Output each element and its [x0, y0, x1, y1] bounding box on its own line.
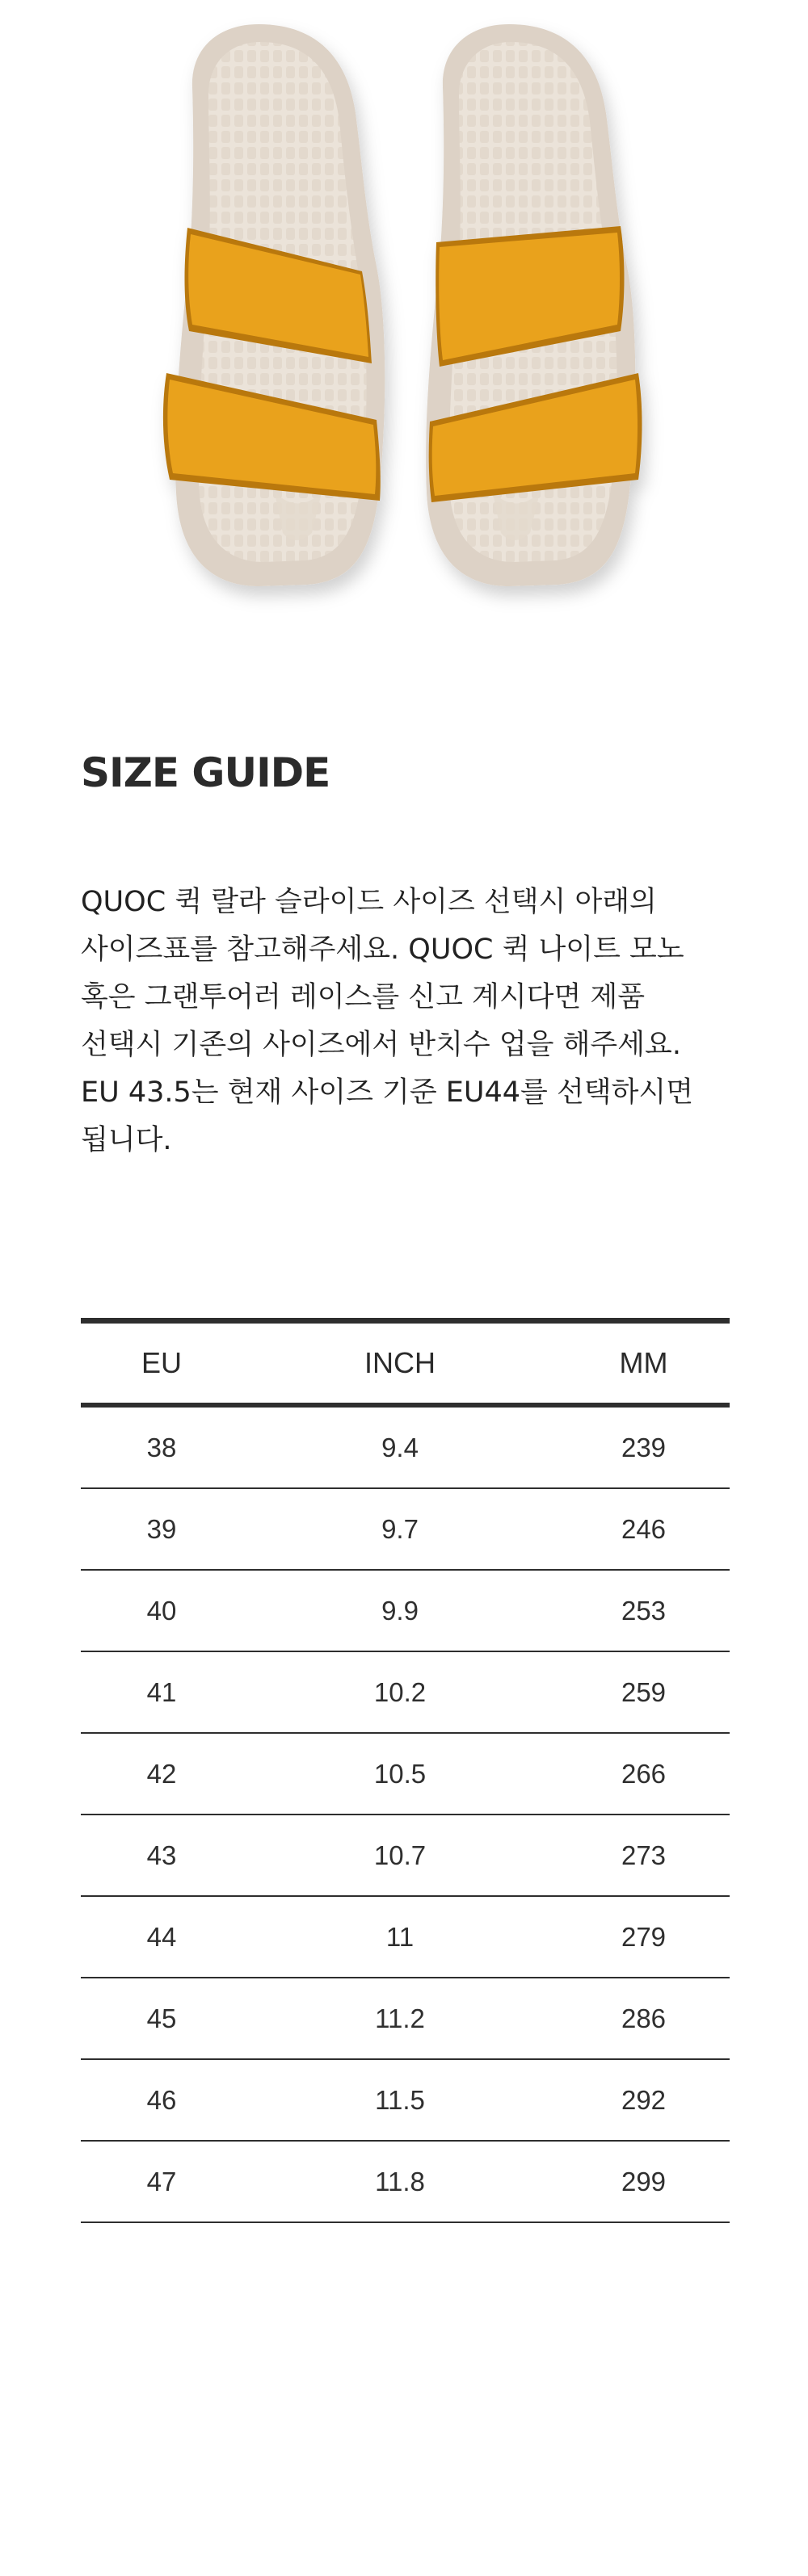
cell-mm: 266	[558, 1733, 730, 1815]
size-table	[81, 1318, 730, 2223]
right-sandal	[426, 24, 808, 586]
table-row	[81, 1405, 730, 1488]
cell-eu: 44	[81, 1896, 242, 1978]
table-row	[81, 1896, 730, 1978]
left-sandal	[163, 24, 385, 586]
cell-mm: 259	[558, 1651, 730, 1733]
cell-inch: 11	[242, 1896, 558, 1978]
table-row	[81, 1488, 730, 1570]
table-row	[81, 2059, 730, 2141]
cell-inch: 11.2	[242, 1978, 558, 2059]
cell-eu: 47	[81, 2141, 242, 2222]
cell-eu: 38	[81, 1405, 242, 1488]
size-guide-description: QUOC 퀵 랄라 슬라이드 사이즈 선택시 아래의 사이즈표를 참고해주세요. QUOC 퀵 나이트 모노 혹은 그랜투어러 레이스를 신고 계시다면 제품 선택시 기존의 사이즈에서 반치수 업을 해주세요. EU 43.5는 현재 사이즈 기준 EU44를 선택하시면 됩니다.	[81, 886, 694, 1156]
product-image	[0, 0, 808, 646]
table-row	[81, 1733, 730, 1815]
cell-inch: 11.8	[242, 2141, 558, 2222]
cell-eu: 42	[81, 1733, 242, 1815]
size-guide-title: SIZE GUIDE	[81, 749, 330, 796]
cell-eu: 43	[81, 1815, 242, 1896]
cell-mm: 239	[558, 1405, 730, 1488]
cell-inch: 9.9	[242, 1570, 558, 1651]
column-header-eu: EU	[81, 1321, 242, 1406]
cell-mm: 279	[558, 1896, 730, 1978]
table-row	[81, 1815, 730, 1896]
cell-inch: 10.5	[242, 1733, 558, 1815]
cell-eu: 46	[81, 2059, 242, 2141]
column-header-inch: INCH	[242, 1321, 558, 1406]
cell-inch: 9.4	[242, 1405, 558, 1488]
table-row	[81, 2141, 730, 2222]
table-row	[81, 1651, 730, 1733]
table-row	[81, 1570, 730, 1651]
cell-mm: 292	[558, 2059, 730, 2141]
cell-eu: 40	[81, 1570, 242, 1651]
column-header-mm: MM	[558, 1321, 730, 1406]
cell-mm: 273	[558, 1815, 730, 1896]
cell-inch: 11.5	[242, 2059, 558, 2141]
cell-mm: 246	[558, 1488, 730, 1570]
cell-eu: 45	[81, 1978, 242, 2059]
cell-eu: 39	[81, 1488, 242, 1570]
cell-inch: 9.7	[242, 1488, 558, 1570]
cell-mm: 253	[558, 1570, 730, 1651]
cell-mm: 286	[558, 1978, 730, 2059]
table-row	[81, 1978, 730, 2059]
cell-eu: 41	[81, 1651, 242, 1733]
cell-mm: 299	[558, 2141, 730, 2222]
cell-inch: 10.2	[242, 1651, 558, 1733]
cell-inch: 10.7	[242, 1815, 558, 1896]
size-table-header-row	[81, 1321, 730, 1406]
